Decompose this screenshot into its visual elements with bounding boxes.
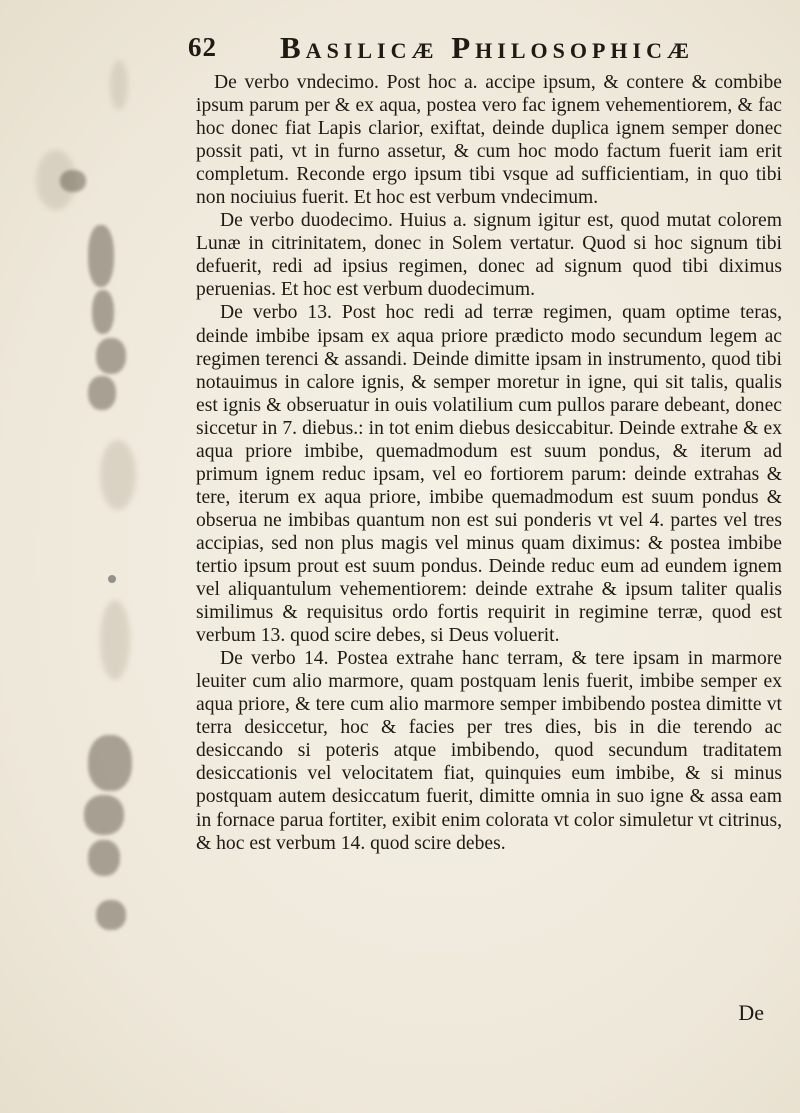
paragraph-verbo-12: De verbo duodecimo. Huius a. signum igitur est, quod mutat colorem Lunæ in citrinitatem, donec in Solem vertatur. Quod si hoc signum tibi defuerit, redi ad ipsius regimen, donec ad signum quod tibi diximus peruenias. Et hoc est verbum duodecimum. <box>196 210 782 301</box>
paragraph-verbo-13: De verbo 13. Post hoc redi ad terræ regimen, quam optime teras, deinde imbibe ipsam ex aqua priore prædicto modo secundum legem ac regimen terenci & assandi. Deinde dimitte ipsam in instrumento, quod tibi notauimus in calore ignis, & semper moretur in igne, qui sit talis, qualis est ignis & obseruatur in ouis volatilium cum pullos parare debeant, donec siccetur in 7. diebus.: in tot enim diebus desiccabitur. Deinde extrahe & ex aqua priore imbibe, quemadmodum est suum pondus, & iterum ad primum ignem reduc ipsam, vel eo fortiorem parum: deinde extrahas & tere, iterum ex aqua priore, imbibe quemadmodum est suum pondus & obserua ne imbibas quantum non est sui ponderis vt vel 4. partes vel tres accipias, sed non plus magis vel minus quam diximus: & postea imbibe tertio ipsum prout est suum pondus. Deinde reduc eum ad eundem ignem vel aliquantulum vehementiorem: deinde extrahe & ipsum taliter qualis similimus & requisitus ordo fortis requirit in regimine terræ, quod est verbum 13. quod scire debes, si Deus voluerit. <box>196 302 782 647</box>
paragraph-verbo-14: De verbo 14. Postea extrahe hanc terram, & tere ipsam in marmore leuiter cum alio marmore, quam postquam lenis fuerit, imbibe semper ex aqua priore, & tere cum alio marmore semper imbibendo postea dimitte vt terra desiccetur, hoc & facies per tres dies, bis in die terendo ac desiccando si poteris atque imbibendo, quod secundum traditatem desiccationis vel velocitatem fiat, quinquies eum imbibe, & si minus postquam autem desiccatum fuerit, dimitte omnia in suo igne & assa eam in fornace parua fortiter, exibit enim colorata vt color simuletur vt citrinus, & hoc est verbum 14. quod scire debes. <box>196 648 782 854</box>
body-text <box>196 71 782 855</box>
page-number: 62 <box>188 32 217 62</box>
page-header <box>188 30 760 66</box>
paragraph-verbo-11: De verbo vndecimo. Post hoc a. accipe ipsum, & contere & combibe ipsum parum per & ex aqua, postea vero fac ignem vehementiorem, & fac hoc donec fiat Lapis clarior, exiftat, deinde duplica ignem semper donec possit pati, vt in furno assetur, & cum hoc modo factum fuerit iam erit completum. Reconde ergo ipsum tibi vsque ad sufficientiam, in quo tibi non nociuius fuerit. Et hoc est verbum vndecimum. <box>196 72 782 209</box>
running-title: Basilicæ Philosophicæ <box>280 30 694 65</box>
catchword: De <box>738 1000 764 1025</box>
margin-bleed-through <box>0 0 150 1113</box>
